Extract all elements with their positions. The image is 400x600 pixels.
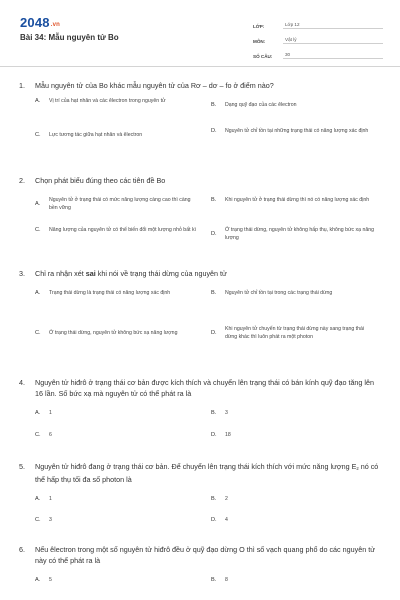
option-c[interactable]: [35, 131, 200, 139]
question-5: [19, 461, 381, 533]
option-letter: B.: [211, 496, 217, 502]
meta-info: [253, 17, 383, 62]
site-logo[interactable]: 2048.vn: [20, 15, 61, 30]
question-2: [19, 175, 381, 250]
option-letter: A.: [35, 98, 41, 104]
meta-label: SỐ CÂU:: [253, 54, 273, 59]
options: [19, 95, 381, 151]
question-stem: [19, 80, 381, 91]
question-number: 2.: [19, 176, 25, 185]
option-text: 5: [49, 577, 52, 583]
subscript: 2: [356, 466, 359, 471]
option-text: Nguyên tử chỉ tồn tại trong các trạng thái dừng: [225, 290, 333, 296]
option-a[interactable]: [35, 289, 200, 297]
question-text: Chỉ ra nhận xét sai khi nói về trạng thái dừng của nguyên tử: [35, 269, 227, 278]
options: [19, 403, 381, 447]
option-text: 8: [225, 577, 228, 583]
question-stem: [19, 175, 381, 186]
option-letter: D.: [211, 330, 217, 336]
option-letter: A.: [35, 410, 41, 416]
option-a[interactable]: [35, 196, 200, 212]
option-letter: B.: [211, 290, 217, 296]
option-d[interactable]: [211, 127, 376, 135]
option-text: Nguyên tử chỉ tồn tại những trạng thái có năng lượng xác định: [225, 128, 369, 134]
option-d[interactable]: [211, 226, 376, 242]
question-1: [19, 80, 381, 151]
option-text: Khi nguyên tử chuyển từ trạng thái dừng này sang trạng thái dừng khác thì luôn phát ra một photon: [225, 326, 365, 340]
option-a[interactable]: [35, 495, 200, 503]
option-text: 3: [225, 410, 228, 416]
option-text: 3: [49, 517, 52, 523]
option-b[interactable]: [211, 101, 376, 109]
option-letter: D.: [211, 517, 217, 523]
option-letter: C.: [35, 432, 41, 438]
option-text: 1: [49, 496, 52, 502]
option-letter: A.: [35, 290, 41, 296]
question-6: [19, 544, 381, 590]
question-number: 3.: [19, 269, 25, 278]
meta-row-count: [253, 47, 383, 59]
option-b[interactable]: [211, 196, 376, 204]
meta-row-class: [253, 17, 383, 29]
options: [19, 283, 381, 357]
option-c[interactable]: [35, 431, 200, 439]
option-d[interactable]: [211, 431, 376, 439]
option-text: 4: [225, 517, 228, 523]
option-text: Ở trạng thái dừng, nguyên tử không hấp thụ, không bức xạ năng lượng: [225, 227, 374, 241]
options: [19, 489, 381, 533]
option-text: Nguyên tử ở trạng thái có mức năng lượng càng cao thì càng bền vững: [49, 197, 191, 211]
option-letter: C.: [35, 517, 41, 523]
question-text: Nguyên tử hiđrô ở trạng thái cơ bản được kích thích và chuyển lên trạng thái có bán kính quỹ đạo tăng lên 16 lần. Số bức xạ mà nguyên tử có thể phát ra là: [35, 378, 375, 398]
option-text: Vị trí của hạt nhân và các êlectron trong nguyên tử: [49, 98, 166, 104]
option-text: Lực tương tác giữa hạt nhân và êlectron: [49, 132, 143, 138]
option-d[interactable]: [211, 516, 376, 524]
question-3: [19, 268, 381, 357]
option-letter: A.: [35, 496, 41, 502]
meta-value: Vật lý: [283, 37, 383, 44]
option-letter: A.: [35, 201, 41, 207]
option-d[interactable]: [211, 325, 376, 341]
option-c[interactable]: [35, 226, 200, 234]
option-text: 1: [49, 410, 52, 416]
question-stem: [19, 544, 381, 566]
option-letter: B.: [211, 410, 217, 416]
question-text: Mẫu nguyên tử của Bo khác mẫu nguyên tử của Rơ – dơ – fo ở điểm nào?: [35, 81, 274, 90]
option-a[interactable]: [35, 576, 200, 584]
options: [19, 570, 381, 590]
option-b[interactable]: [211, 576, 376, 584]
option-text: Năng lượng của nguyên tử có thể biến đổi một lượng nhỏ bất kì: [49, 227, 196, 233]
option-letter: B.: [211, 577, 217, 583]
option-letter: C.: [35, 227, 41, 233]
option-c[interactable]: [35, 329, 200, 337]
option-a[interactable]: [35, 97, 200, 105]
option-letter: D.: [211, 128, 217, 134]
meta-value: Lớp 12: [283, 22, 383, 29]
option-text: Dạng quỹ đạo của các êlectron: [225, 102, 297, 108]
option-b[interactable]: [211, 495, 376, 503]
option-letter: D.: [211, 432, 217, 438]
question-number: 1.: [19, 81, 25, 90]
meta-label: MÔN:: [253, 39, 266, 44]
meta-label: LỚP:: [253, 24, 265, 29]
meta-value: 30: [283, 52, 383, 59]
option-letter: C.: [35, 132, 41, 138]
header-divider: [0, 66, 400, 67]
lesson-title: Bài 34: Mẫu nguyên tử Bo: [20, 33, 119, 42]
option-letter: B.: [211, 102, 217, 108]
option-text: Trạng thái dừng là trạng thái có năng lượng xác định: [49, 290, 171, 296]
option-text: Ở trạng thái dừng, nguyên tử không bức xạ năng lượng: [49, 330, 178, 336]
question-stem: [19, 268, 381, 279]
option-b[interactable]: [211, 289, 376, 297]
question-stem: [19, 461, 381, 485]
option-text: 6: [49, 432, 52, 438]
document-header: [0, 0, 400, 62]
option-b[interactable]: [211, 409, 376, 417]
question-text: Chọn phát biểu đúng theo các tiên đề Bo: [35, 176, 166, 185]
question-number: 6.: [19, 545, 25, 554]
emphasis-word: sai: [85, 269, 96, 278]
option-letter: D.: [211, 231, 217, 237]
option-text: 18: [225, 432, 231, 438]
option-text: Khi nguyên tử ở trạng thái dừng thì nó có năng lượng xác định: [225, 197, 370, 203]
question-stem: [19, 377, 381, 399]
question-text: Nguyên tử hiđrô đang ở trạng thái cơ bản. Để chuyển lên trạng thái kích thích với mức năng lượng $E_2$ nó có thể hấp thụ tối đa số photon là: [35, 462, 379, 484]
option-letter: B.: [211, 197, 217, 203]
question-4: [19, 377, 381, 447]
question-number: 4.: [19, 378, 25, 387]
options: [19, 190, 381, 250]
question-text: Nếu êlectron trong một số nguyên tử hiđrô đều ở quỹ đạo dừng O thì số vạch quang phổ do các nguyên tử này có thể phát ra là: [35, 545, 376, 565]
option-letter: A.: [35, 577, 41, 583]
option-text: 2: [225, 496, 228, 502]
option-a[interactable]: [35, 409, 200, 417]
meta-row-subject: [253, 32, 383, 44]
option-letter: C.: [35, 330, 41, 336]
option-c[interactable]: [35, 516, 200, 524]
question-number: 5.: [19, 462, 25, 471]
